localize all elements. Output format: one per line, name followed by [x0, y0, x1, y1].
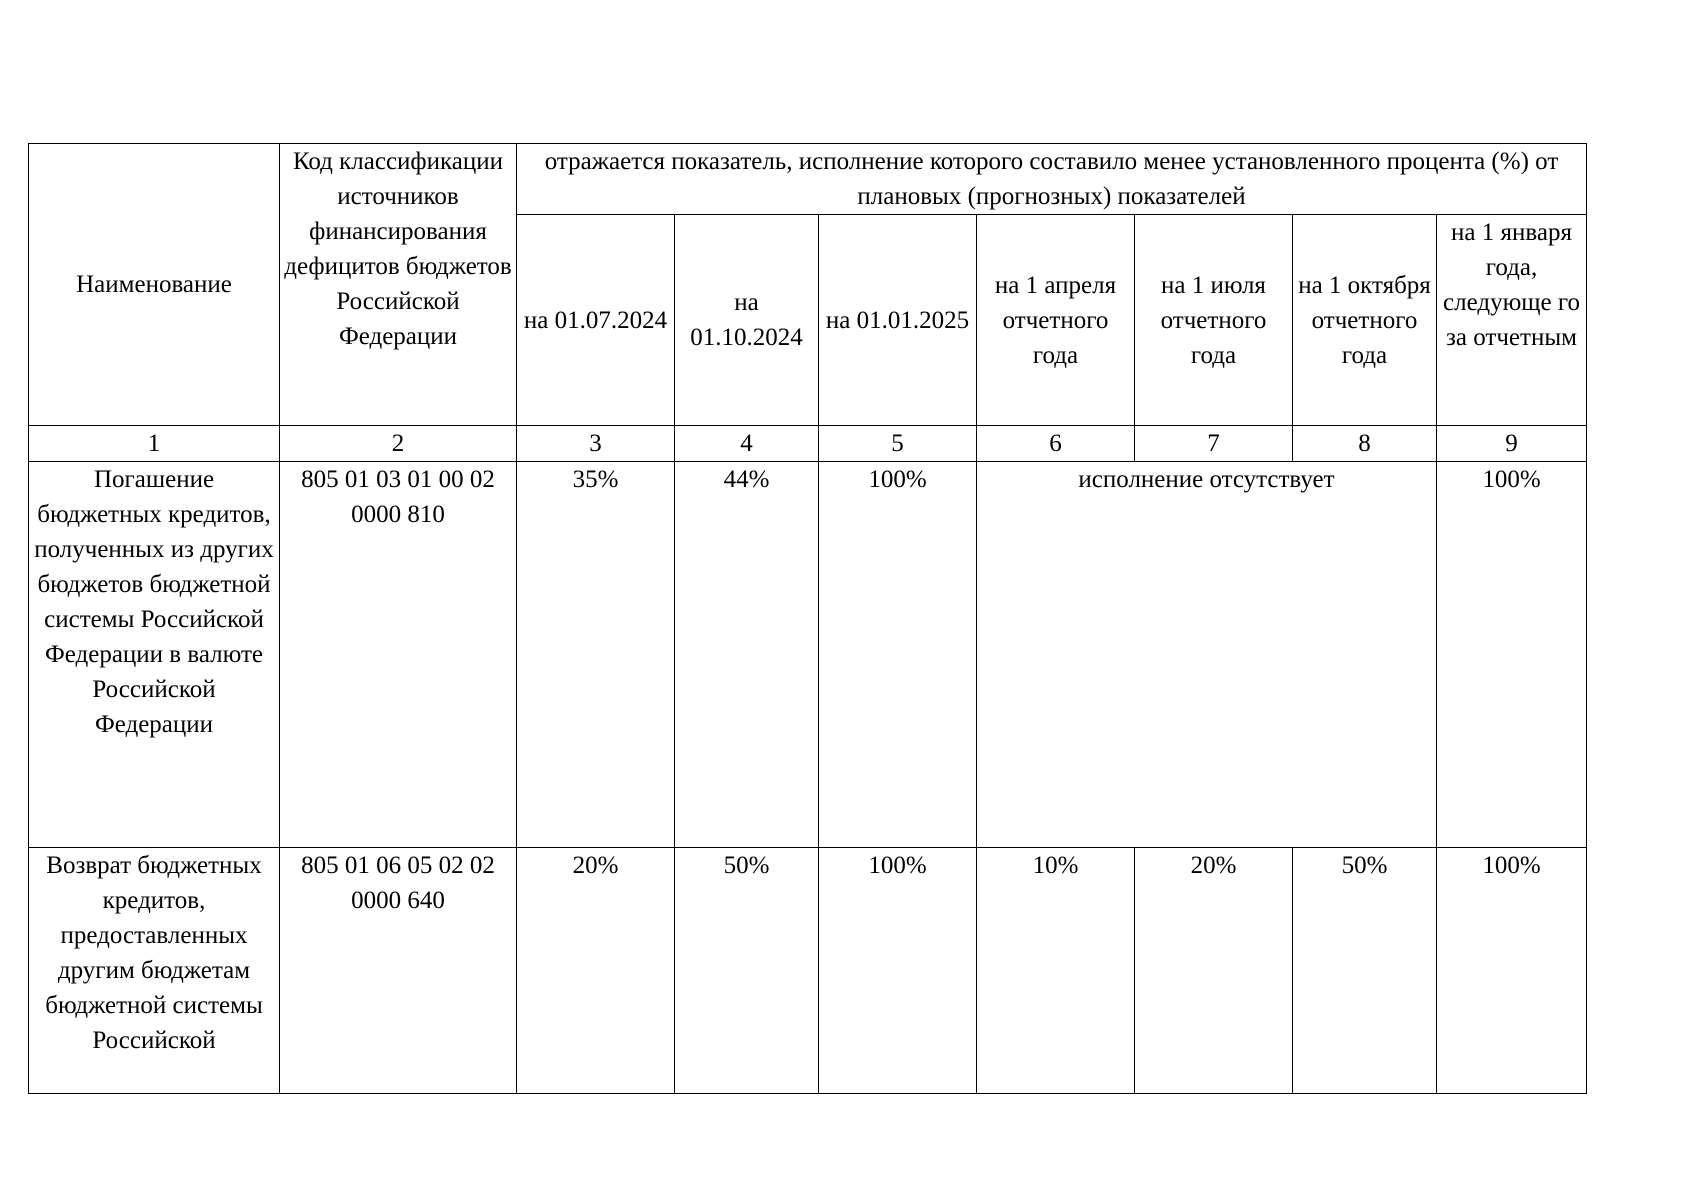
row-value-col3: 35%: [517, 462, 675, 848]
column-number: 7: [1135, 426, 1293, 462]
row-value-col4: 50%: [675, 848, 819, 1094]
table-row: [29, 848, 1587, 1094]
column-number: 1: [29, 426, 280, 462]
header-name: Наименование: [29, 144, 280, 426]
row-value-col4: 44%: [675, 462, 819, 848]
row-value-col9: 100%: [1437, 462, 1587, 848]
column-number: 5: [819, 426, 977, 462]
column-number: 6: [977, 426, 1135, 462]
header-code: Код классификации источников финансирования дефицитов бюджетов Российской Федерации: [280, 144, 517, 426]
column-number: 2: [280, 426, 517, 462]
header-group: отражается показатель, исполнение которого составило менее установленного процента (%) от плановых (прогнозных) показателей: [517, 144, 1587, 215]
row-value-col5: 100%: [819, 462, 977, 848]
row-value-col7: 20%: [1135, 848, 1293, 1094]
row-value-col8: 50%: [1293, 848, 1437, 1094]
row-value-col6-8: исполнение отсутствует: [977, 462, 1437, 848]
header-col4: на 01.10.2024: [675, 215, 819, 426]
row-code: 805 01 06 05 02 02 0000 640: [280, 848, 517, 1094]
table-row: [29, 462, 1587, 848]
header-col8: на 1 октября отчетного года: [1293, 215, 1437, 426]
header-col3: на 01.07.2024: [517, 215, 675, 426]
header-col6: на 1 апреля отчетного года: [977, 215, 1135, 426]
row-code: 805 01 03 01 00 02 0000 810: [280, 462, 517, 848]
column-number: 9: [1437, 426, 1587, 462]
header-col9: на 1 января года, следующе го за отчетным: [1437, 215, 1587, 426]
row-name: Возврат бюджетных кредитов, предоставленных другим бюджетам бюджетной системы Российской: [29, 848, 280, 1094]
column-number: 3: [517, 426, 675, 462]
column-number: 4: [675, 426, 819, 462]
row-name: Погашение бюджетных кредитов, полученных из других бюджетов бюджетной системы Российской Федерации в валюте Российской Федерации: [29, 462, 280, 848]
header-col7: на 1 июля отчетного года: [1135, 215, 1293, 426]
row-value-col3: 20%: [517, 848, 675, 1094]
indicators-table: [28, 143, 1587, 1094]
row-value-col6: 10%: [977, 848, 1135, 1094]
row-value-col5: 100%: [819, 848, 977, 1094]
row-value-col9: 100%: [1437, 848, 1587, 1094]
column-number: 8: [1293, 426, 1437, 462]
header-col5: на 01.01.2025: [819, 215, 977, 426]
